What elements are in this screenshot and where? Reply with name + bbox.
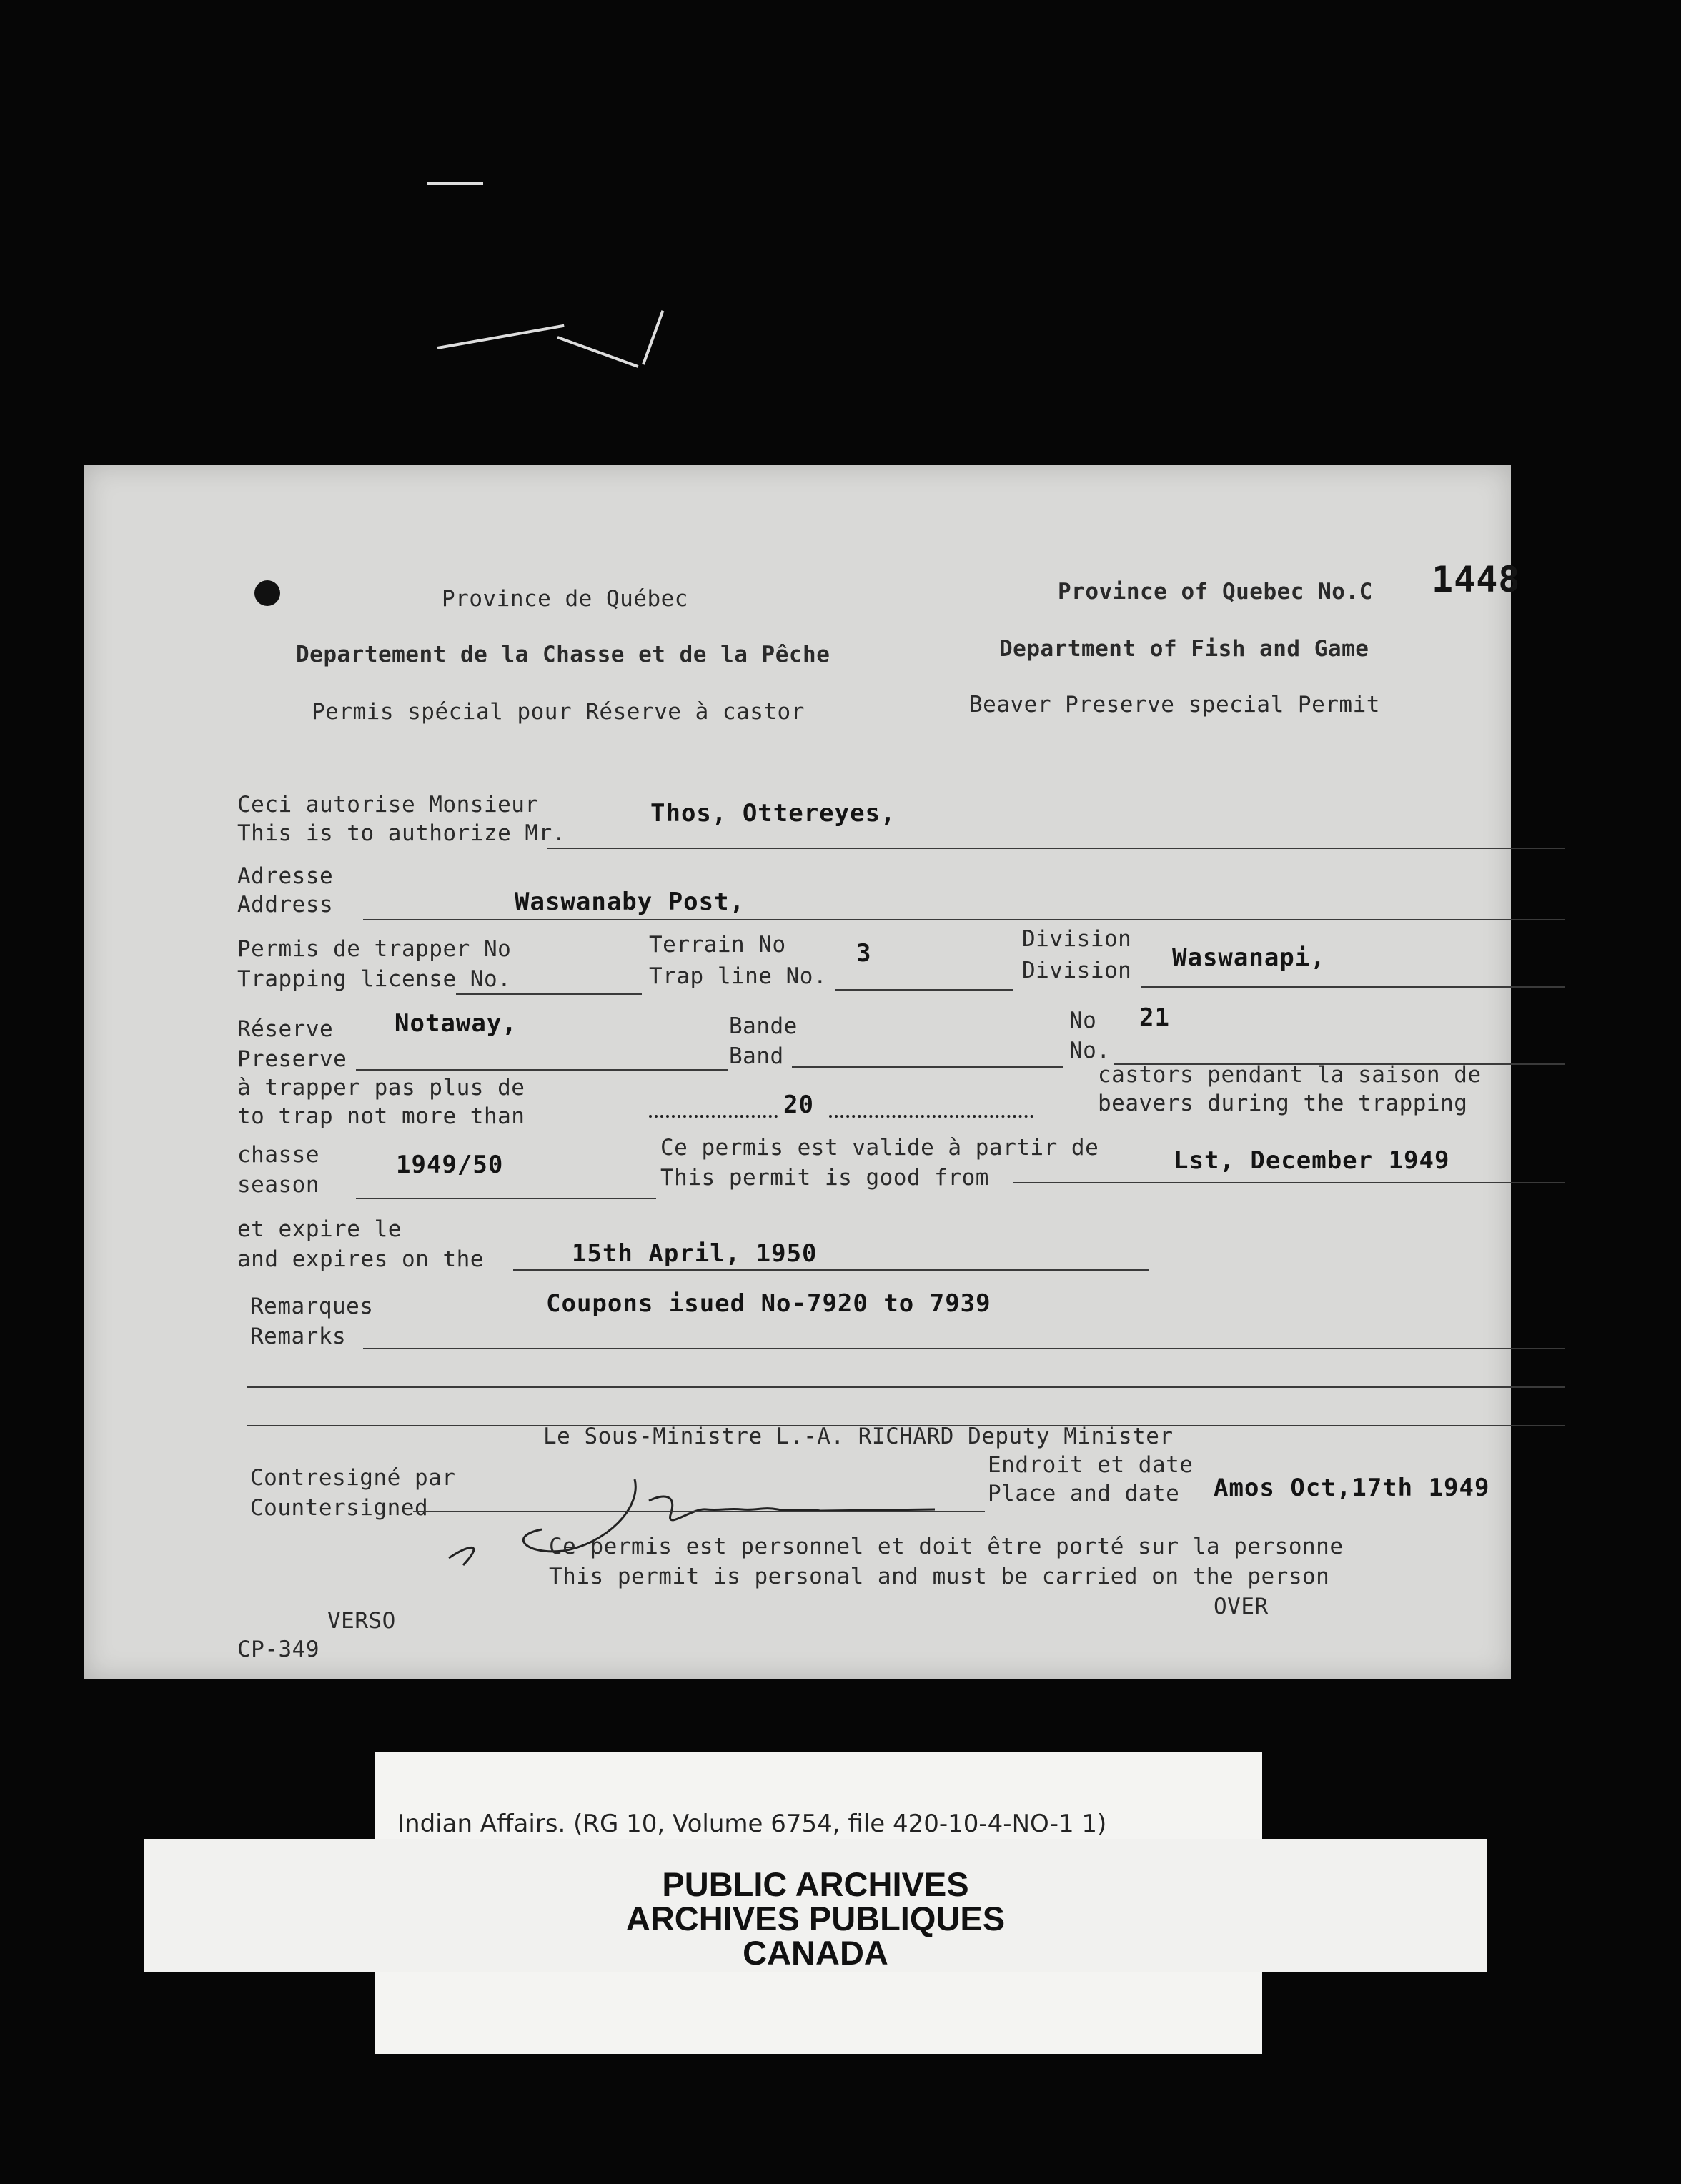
license-line bbox=[456, 993, 642, 995]
trap-fr: à trapper pas plus de bbox=[237, 1075, 525, 1101]
division-fr: Division bbox=[1022, 926, 1132, 952]
season-fr: chasse bbox=[237, 1142, 319, 1168]
place-value: Amos Oct,17th 1949 bbox=[1214, 1474, 1490, 1502]
terrain-en: Trap line No. bbox=[649, 963, 828, 989]
beavers-value: 20 bbox=[783, 1091, 814, 1119]
address-value: Waswanaby Post, bbox=[515, 888, 745, 916]
expire-value: 15th April, 1950 bbox=[572, 1239, 818, 1268]
reserve-fr: Réserve bbox=[237, 1016, 334, 1042]
division-value: Waswanapi, bbox=[1172, 943, 1326, 972]
address-en: Address bbox=[237, 892, 334, 918]
name-line bbox=[547, 848, 1565, 849]
terrain-line bbox=[835, 989, 1013, 991]
season-line bbox=[356, 1198, 656, 1199]
beavers-dotted-line-left bbox=[649, 1115, 778, 1118]
remarks-en: Remarks bbox=[250, 1324, 347, 1349]
personal-fr: Ce permis est personnel et doit être porté sur la personne bbox=[549, 1534, 1344, 1559]
band-fr: Bande bbox=[729, 1013, 798, 1039]
authorize-en: This is to authorize Mr. bbox=[237, 820, 566, 846]
title-en: Beaver Preserve special Permit bbox=[969, 692, 1380, 718]
beavers-dotted-line-right bbox=[829, 1115, 1033, 1118]
title-fr: Permis spécial pour Réserve à castor bbox=[312, 699, 805, 725]
valid-en: This permit is good from bbox=[660, 1165, 989, 1191]
place-en: Place and date bbox=[988, 1481, 1180, 1507]
reserve-line bbox=[356, 1069, 728, 1071]
valid-value: Lst, December 1949 bbox=[1174, 1146, 1450, 1175]
no-en: No. bbox=[1069, 1038, 1111, 1063]
personal-en: This permit is personal and must be carried on the person bbox=[549, 1564, 1330, 1589]
address-fr: Adresse bbox=[237, 863, 334, 889]
province-fr: Province de Québec bbox=[442, 586, 688, 612]
countersigned-en: Countersigned bbox=[250, 1495, 429, 1521]
remarks-value: Coupons isued No-7920 to 7939 bbox=[546, 1289, 991, 1318]
valid-fr: Ce permis est valide à partir de bbox=[660, 1135, 1099, 1161]
archive-line-1: PUBLIC ARCHIVES bbox=[662, 1865, 969, 1903]
remarks-line-1 bbox=[363, 1348, 1565, 1349]
archive-line-2: ARCHIVES PUBLIQUES bbox=[625, 1900, 1006, 1937]
archive-line-3: CANADA bbox=[743, 1934, 888, 1972]
license-en: Trapping license No. bbox=[237, 966, 512, 992]
archive-reference: Indian Affairs. (RG 10, Volume 6754, file 420-10-4-NO-1 1) bbox=[397, 1810, 1107, 1838]
castors-en: beavers during the trapping bbox=[1098, 1091, 1468, 1116]
permit-number: 1448 bbox=[1432, 559, 1521, 600]
punch-hole bbox=[254, 580, 280, 606]
form-code: CP-349 bbox=[237, 1637, 319, 1662]
terrain-fr: Terrain No bbox=[649, 932, 786, 958]
film-scratch bbox=[427, 182, 483, 185]
province-en: Province of Quebec No.C bbox=[1058, 579, 1373, 605]
remarks-fr: Remarques bbox=[250, 1294, 374, 1319]
valid-line bbox=[1013, 1182, 1565, 1183]
division-line bbox=[1141, 986, 1565, 988]
film-scratch bbox=[557, 336, 638, 368]
band-no-value: 21 bbox=[1139, 1003, 1170, 1032]
band-en: Band bbox=[729, 1043, 784, 1069]
verso-label: VERSO bbox=[327, 1608, 396, 1634]
countersigned-line bbox=[413, 1511, 985, 1512]
band-line bbox=[792, 1066, 1063, 1068]
film-scratch bbox=[642, 310, 664, 365]
terrain-value: 3 bbox=[856, 939, 872, 968]
department-en: Department of Fish and Game bbox=[999, 636, 1369, 662]
place-fr: Endroit et date bbox=[988, 1452, 1194, 1478]
expire-line bbox=[513, 1269, 1149, 1271]
division-en: Division bbox=[1022, 958, 1132, 983]
season-value: 1949/50 bbox=[396, 1151, 504, 1179]
trap-en: to trap not more than bbox=[237, 1103, 525, 1129]
department-fr: Departement de la Chasse et de la Pêche bbox=[296, 642, 830, 667]
name-value: Thos, Ottereyes, bbox=[650, 799, 896, 828]
no-fr: No bbox=[1069, 1008, 1097, 1033]
over-label: OVER bbox=[1214, 1594, 1269, 1619]
address-line bbox=[363, 919, 1565, 920]
expire-fr: et expire le bbox=[237, 1216, 402, 1242]
film-scratch bbox=[437, 324, 565, 349]
reserve-en: Preserve bbox=[237, 1046, 347, 1072]
expire-en: and expires on the bbox=[237, 1246, 484, 1272]
minister-line: Le Sous-Ministre L.-A. RICHARD Deputy Minister bbox=[543, 1424, 1174, 1449]
countersigned-fr: Contresigné par bbox=[250, 1465, 456, 1491]
reserve-value: Notaway, bbox=[395, 1009, 517, 1038]
license-fr: Permis de trapper No bbox=[237, 936, 512, 962]
archive-stamp-strip bbox=[144, 1839, 1487, 1972]
beaver-permit-card bbox=[84, 465, 1521, 1679]
season-en: season bbox=[237, 1172, 319, 1198]
remarks-line-2 bbox=[247, 1386, 1565, 1388]
authorize-fr: Ceci autorise Monsieur bbox=[237, 792, 539, 818]
handwritten-signature bbox=[420, 1465, 963, 1579]
castors-fr: castors pendant la saison de bbox=[1098, 1062, 1482, 1088]
